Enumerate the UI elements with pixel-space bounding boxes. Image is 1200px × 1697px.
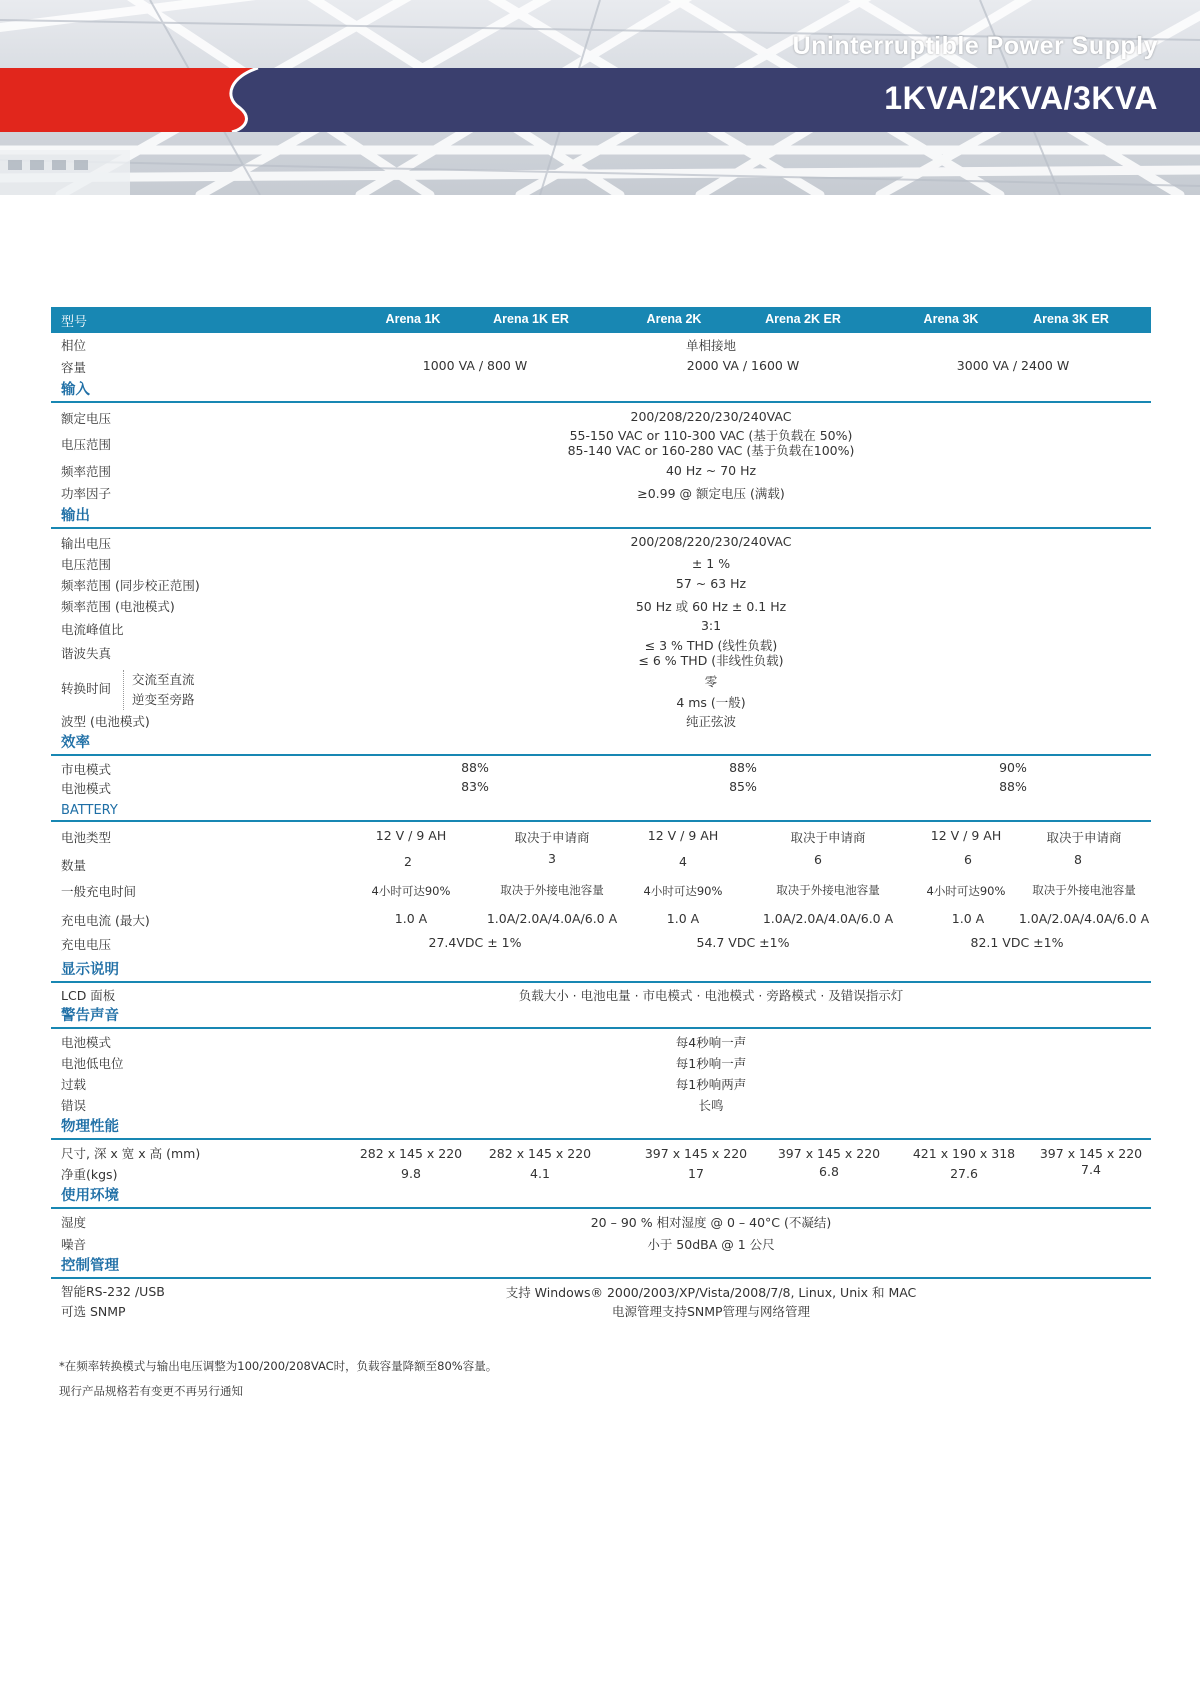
label: 频率范围 (电池模式) <box>61 599 175 614</box>
row-net-weight <box>51 1161 1151 1183</box>
value: ≥0.99 @ 额定电压 (满载) <box>637 486 785 501</box>
value: 200/208/220/230/240VAC <box>630 534 792 549</box>
value: 4小时可达90% <box>371 884 451 898</box>
model-arena-3k: Arena 3K <box>923 312 979 326</box>
label: 充电电流 (最大) <box>61 913 150 928</box>
section-title: 使用环境 <box>61 1188 119 1204</box>
value: 3:1 <box>700 618 722 633</box>
value: 2000 VA / 1600 W <box>686 358 800 373</box>
value-line2: ≤ 6 % THD (非线性负载) <box>638 653 784 668</box>
section-display <box>51 957 1151 983</box>
value: 长鸣 <box>698 1098 724 1113</box>
value: 支持 Windows® 2000/2003/XP/Vista/2008/7/8, Linux, Unix 和 MAC <box>505 1285 917 1300</box>
value: 88% <box>729 760 757 775</box>
row-thd <box>51 638 1151 668</box>
value: 282 x 145 x 220 <box>359 1146 463 1161</box>
row-output-voltage <box>51 529 1151 552</box>
row-recharge-time <box>51 874 1151 903</box>
label: 电流峰值比 <box>61 622 124 637</box>
value: 9.8 <box>401 1166 421 1181</box>
value: 纯正弦波 <box>685 714 736 729</box>
table-header <box>51 307 1151 333</box>
value: 1.0A/2.0A/4.0A/6.0 A <box>1018 911 1150 926</box>
label: 容量 <box>61 360 87 375</box>
value: 57 ~ 63 Hz <box>675 576 747 591</box>
label: 输出电压 <box>61 536 112 551</box>
section-title: 警告声音 <box>61 1008 119 1024</box>
value: 每1秒响两声 <box>675 1077 747 1092</box>
row-snmp <box>51 1300 1151 1321</box>
label: 一般充电时间 <box>61 884 137 899</box>
value: ± 1 % <box>691 556 731 571</box>
section-title: 物理性能 <box>61 1119 119 1135</box>
row-alarm-battery <box>51 1029 1151 1051</box>
label: 数量 <box>61 858 87 873</box>
row-phase <box>51 333 1151 355</box>
label: 错误 <box>61 1098 87 1113</box>
spec-table <box>51 307 1151 1321</box>
value: 取决于申请商 <box>1046 830 1122 845</box>
value: 397 x 145 x 220 <box>777 1146 881 1161</box>
label: 波型 (电池模式) <box>61 714 150 729</box>
value: 单相接地 <box>685 338 736 353</box>
section-efficiency <box>51 730 1151 756</box>
label: 电池类型 <box>61 830 112 845</box>
row-charge-current <box>51 903 1151 930</box>
row-smart-interface <box>51 1279 1151 1300</box>
value-typical: 4 ms (一般) <box>676 695 746 710</box>
section-output <box>51 503 1151 529</box>
row-alarm-fault <box>51 1093 1151 1114</box>
label: 相位 <box>61 338 87 353</box>
value: 3000 VA / 2400 W <box>956 358 1070 373</box>
label: 功率因子 <box>61 486 112 501</box>
section-title: 效率 <box>61 735 90 751</box>
note-derating: *在频率转换模式与输出电压调整为100/200/208VAC时，负载容量降额至80%容量。 <box>59 1359 498 1373</box>
label: 电压范围 <box>61 437 112 452</box>
value: 54.7 VDC ±1% <box>696 935 790 950</box>
row-battery-type <box>51 822 1151 848</box>
model-arena-1k: Arena 1K <box>385 312 441 326</box>
section-input <box>51 377 1151 403</box>
section-title: 显示说明 <box>61 962 119 978</box>
row-dimension <box>51 1140 1151 1161</box>
value: 83% <box>461 779 489 794</box>
brand-red-swoosh <box>0 68 262 132</box>
value: 7.4 <box>1081 1162 1101 1177</box>
model-arena-1k-er: Arena 1K ER <box>493 312 569 326</box>
value-zero: 零 <box>704 674 718 689</box>
label: 过载 <box>61 1077 87 1092</box>
value: 每1秒响一声 <box>675 1056 747 1071</box>
value: 40 Hz ~ 70 Hz <box>665 463 757 478</box>
value: 1000 VA / 800 W <box>422 358 528 373</box>
value: 每4秒响一声 <box>675 1035 747 1050</box>
value: 1.0A/2.0A/4.0A/6.0 A <box>762 911 894 926</box>
row-capacity <box>51 355 1151 377</box>
value-line2: 85-140 VAC or 160-280 VAC (基于负载在100%) <box>567 443 855 458</box>
value: 88% <box>999 779 1027 794</box>
header-banner <box>0 0 1200 195</box>
value: 12 V / 9 AH <box>930 828 1002 843</box>
note-disclaimer: 现行产品规格若有变更不再另行通知 <box>59 1384 243 1398</box>
value: 90% <box>999 760 1027 775</box>
model-arena-2k-er: Arena 2K ER <box>765 312 841 326</box>
row-battery-number <box>51 848 1151 874</box>
value: 397 x 145 x 220 <box>644 1146 748 1161</box>
row-noise <box>51 1231 1151 1253</box>
sub-label-inverter-bypass: 逆变至旁路 <box>132 692 195 707</box>
value: 负载大小 · 电池电量 · 市电模式 · 电池模式 · 旁路模式 · 及错误指示灯 <box>518 988 904 1003</box>
row-freq-battery <box>51 594 1151 616</box>
section-management <box>51 1253 1151 1279</box>
section-environment <box>51 1183 1151 1209</box>
product-title: Uninterruptible Power Supply <box>792 32 1158 60</box>
value: 282 x 145 x 220 <box>488 1146 592 1161</box>
section-title: 输出 <box>61 508 90 524</box>
value: 电源管理支持SNMP管理与网络管理 <box>611 1304 811 1319</box>
label: 电池模式 <box>61 1035 112 1050</box>
value: 85% <box>729 779 757 794</box>
label: 市电模式 <box>61 762 112 777</box>
value: 12 V / 9 AH <box>647 828 719 843</box>
value: 取决于外接电池容量 <box>776 883 880 897</box>
model-arena-2k: Arena 2K <box>646 312 702 326</box>
value: 4.1 <box>530 1166 550 1181</box>
value: 3 <box>548 851 556 866</box>
row-rated-voltage <box>51 403 1151 427</box>
model-arena-3k-er: Arena 3K ER <box>1033 312 1109 326</box>
value: 6.8 <box>819 1164 839 1179</box>
value: 6 <box>814 852 822 867</box>
value: 取决于外接电池容量 <box>500 883 604 897</box>
row-eff-battery <box>51 776 1151 796</box>
value: 取决于外接电池容量 <box>1032 883 1136 897</box>
label: 噪音 <box>61 1237 87 1252</box>
section-title: 输入 <box>61 382 90 398</box>
section-battery <box>51 796 1151 822</box>
value: 50 Hz 或 60 Hz ± 0.1 Hz <box>635 599 787 614</box>
label: 电池低电位 <box>61 1056 124 1071</box>
label: 尺寸, 深 x 宽 x 高 (mm) <box>61 1146 201 1161</box>
label: 频率范围 <box>61 464 112 479</box>
label: 可选 SNMP <box>61 1304 126 1319</box>
product-models: 1KVA/2KVA/3KVA <box>884 80 1158 116</box>
model-label: 型号 <box>61 315 88 330</box>
row-freq-sync <box>51 573 1151 594</box>
label: 充电电压 <box>61 937 112 952</box>
value: 27.6 <box>950 1166 978 1181</box>
value: 421 x 190 x 318 <box>912 1146 1016 1161</box>
value: 17 <box>688 1166 704 1181</box>
row-transfer-time <box>51 668 1151 708</box>
label: 湿度 <box>61 1215 87 1230</box>
row-output-voltage-range <box>51 552 1151 573</box>
label: 转换时间 <box>61 681 112 696</box>
value: 1.0 A <box>666 911 700 926</box>
value: 1.0A/2.0A/4.0A/6.0 A <box>486 911 618 926</box>
value: 12 V / 9 AH <box>375 828 447 843</box>
value: 取决于申请商 <box>790 830 866 845</box>
value: 397 x 145 x 220 <box>1039 1146 1143 1161</box>
row-eff-ac <box>51 756 1151 776</box>
row-input-frequency <box>51 459 1151 481</box>
label: 电压范围 <box>61 557 112 572</box>
value: 小于 50dBA @ 1 公尺 <box>647 1237 775 1252</box>
value: 20 – 90 % 相对湿度 @ 0 – 40°C (不凝结) <box>590 1215 832 1230</box>
label: LCD 面板 <box>61 988 116 1003</box>
sub-label-ac-dc: 交流至直流 <box>132 672 195 687</box>
row-charge-voltage <box>51 930 1151 957</box>
value: 取决于申请商 <box>514 830 590 845</box>
value: 2 <box>404 854 412 869</box>
section-alarm <box>51 1003 1151 1029</box>
value: 4 <box>679 854 687 869</box>
transfer-sub-labels <box>123 670 195 710</box>
value: 27.4VDC ± 1% <box>428 935 522 950</box>
value: 4小时可达90% <box>643 884 723 898</box>
value: 1.0 A <box>394 911 428 926</box>
row-humidity <box>51 1209 1151 1231</box>
section-physical <box>51 1114 1151 1140</box>
row-waveform <box>51 708 1151 730</box>
label: 电池模式 <box>61 781 112 796</box>
row-lcd <box>51 983 1151 1003</box>
value-line1: ≤ 3 % THD (线性负载) <box>644 638 778 653</box>
value: 4小时可达90% <box>926 884 1006 898</box>
section-title: 控制管理 <box>61 1258 119 1274</box>
label: 谐波失真 <box>61 646 112 661</box>
row-power-factor <box>51 481 1151 503</box>
value: 6 <box>964 852 972 867</box>
section-title: BATTERY <box>61 803 118 818</box>
row-crest-factor <box>51 616 1151 638</box>
value: 8 <box>1074 852 1082 867</box>
label: 频率范围 (同步校正范围) <box>61 578 200 593</box>
row-input-voltage-range <box>51 427 1151 459</box>
label: 智能RS-232 /USB <box>61 1284 165 1299</box>
value: 82.1 VDC ±1% <box>970 935 1064 950</box>
row-alarm-overload <box>51 1072 1151 1093</box>
value: 1.0 A <box>951 911 985 926</box>
value-line1: 55-150 VAC or 110-300 VAC (基于负载在 50%) <box>569 428 853 443</box>
label: 额定电压 <box>61 411 112 426</box>
value: 200/208/220/230/240VAC <box>630 409 792 424</box>
row-alarm-low-battery <box>51 1051 1151 1072</box>
value: 88% <box>461 760 489 775</box>
label: 净重(kgs) <box>61 1167 118 1182</box>
